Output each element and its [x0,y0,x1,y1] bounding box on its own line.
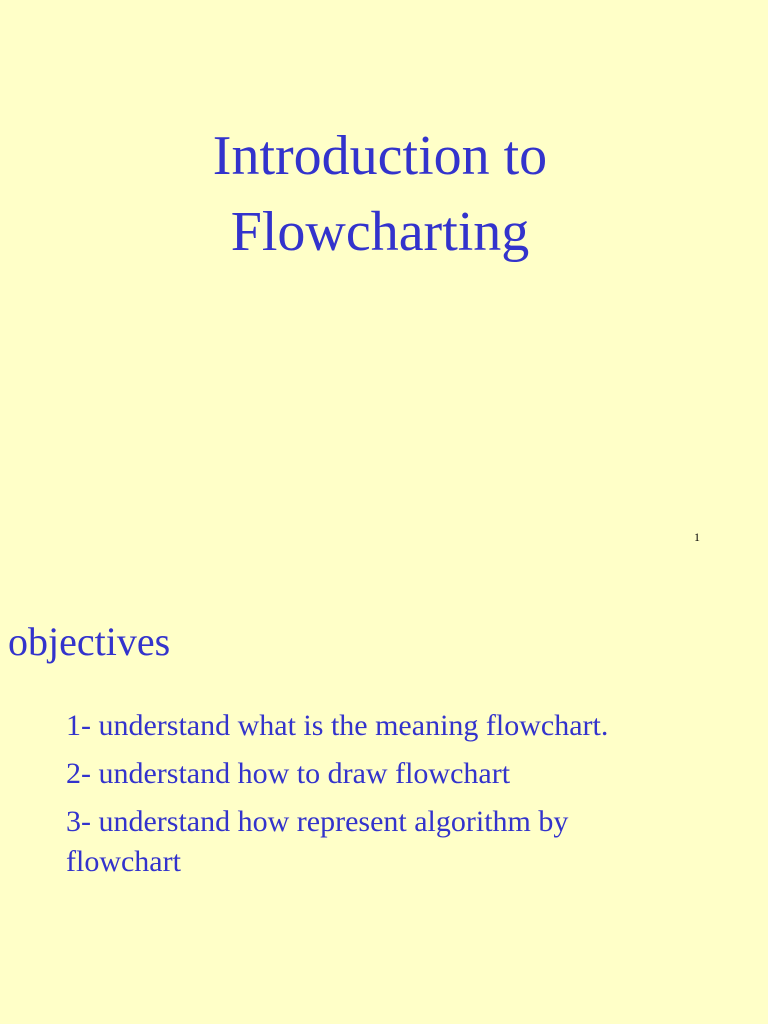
objectives-heading: objectives [8,619,171,664]
slide-title-line: Flowcharting [230,201,530,263]
objectives-slide [0,576,768,1024]
objective-item: 3- understand how represent algorithm by flowchart [66,805,569,878]
objective-item: 1- understand what is the meaning flowchart. [66,709,609,742]
slide-title-line: Introduction to [212,125,548,187]
objectives-list [66,706,626,890]
slide-title [0,118,760,270]
page-number: 1 [694,530,700,544]
objective-item: 2- understand how to draw flowchart [66,757,511,790]
